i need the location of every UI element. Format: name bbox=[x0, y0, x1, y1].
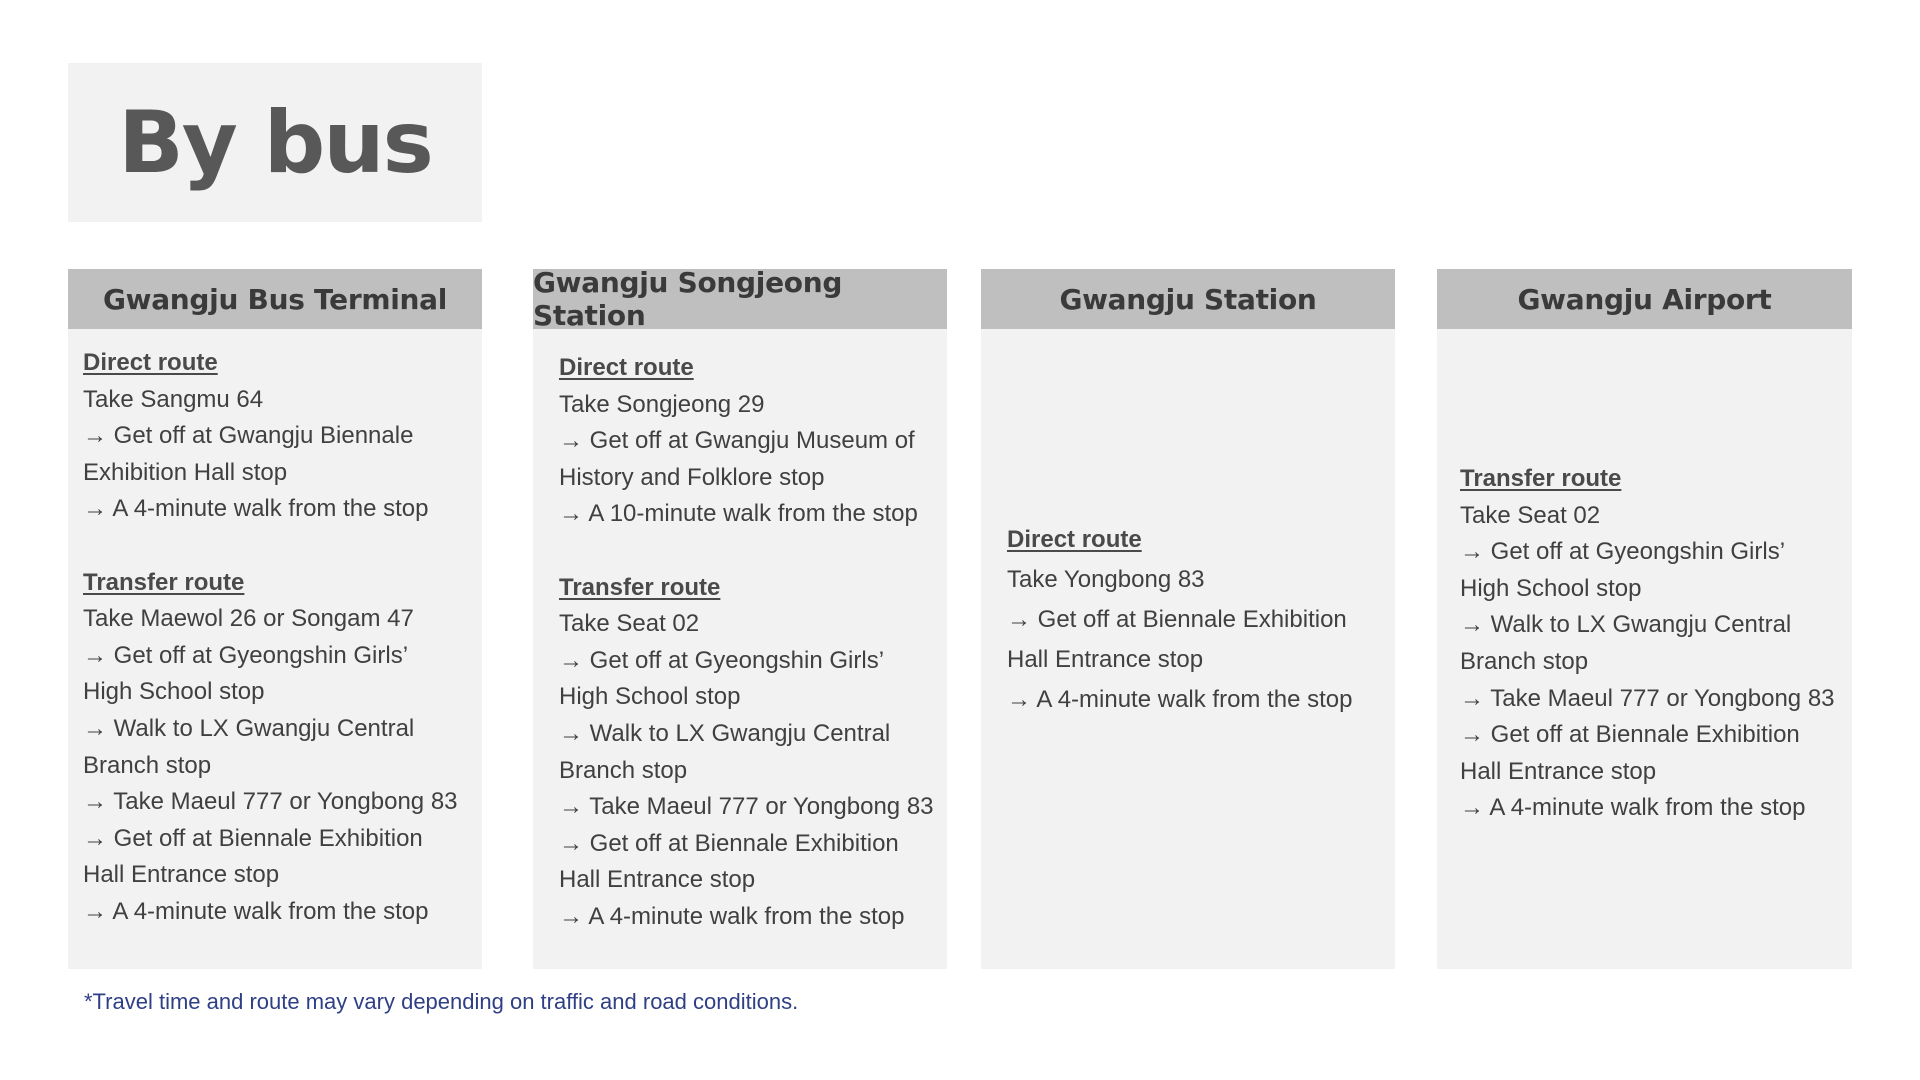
card-title: Gwangju Bus Terminal bbox=[102, 282, 448, 316]
footnote: *Travel time and route may vary depending on traffic and road conditions. bbox=[84, 989, 799, 1014]
route-line: Branch stop bbox=[559, 756, 688, 784]
transfer-route-title: Transfer route bbox=[83, 568, 245, 596]
route-line: Branch stop bbox=[1460, 647, 1589, 675]
route-line: Take Maewol 26 or Songam 47 bbox=[83, 605, 414, 633]
direct-route-title: Direct route bbox=[1007, 526, 1142, 553]
route-line: Branch stop bbox=[83, 751, 212, 779]
card-header bbox=[533, 266, 947, 332]
route-line: → Get off at Biennale Exhibition bbox=[1460, 721, 1800, 749]
route-line: High School stop bbox=[83, 678, 265, 706]
route-line: → Get off at Gyeongshin Girls’ bbox=[559, 646, 885, 674]
route-line: → A 4-minute walk from the stop bbox=[83, 495, 429, 523]
route-line: Hall Entrance stop bbox=[1007, 646, 1204, 673]
route-line: → A 10-minute walk from the stop bbox=[559, 500, 918, 528]
direct-route-title: Direct route bbox=[559, 354, 694, 381]
transfer-route-title: Transfer route bbox=[1460, 465, 1622, 492]
card-gwangju-airport bbox=[1437, 269, 1852, 969]
route-line: → A 4-minute walk from the stop bbox=[559, 902, 905, 930]
route-line: Hall Entrance stop bbox=[83, 861, 280, 889]
card-songjeong-station bbox=[533, 266, 947, 969]
route-line: History and Folklore stop bbox=[559, 463, 825, 491]
route-line: Take Seat 02 bbox=[1460, 501, 1601, 529]
direct-route-title: Direct route bbox=[83, 349, 218, 376]
route-line: → Get off at Biennale Exhibition bbox=[1007, 606, 1347, 633]
route-line: → Get off at Biennale Exhibition bbox=[83, 824, 423, 852]
card-header bbox=[981, 269, 1395, 329]
route-line: → Take Maeul 777 or Yongbong 83 bbox=[559, 793, 934, 821]
route-line: → Walk to LX Gwangju Central bbox=[83, 714, 415, 742]
route-line: Take Songjeong 29 bbox=[559, 390, 765, 418]
card-body bbox=[533, 350, 947, 936]
route-line: → A 4-minute walk from the stop bbox=[1460, 794, 1806, 822]
card-header bbox=[1437, 269, 1852, 329]
route-line: → Get off at Gyeongshin Girls’ bbox=[1460, 538, 1786, 566]
card-bus-terminal bbox=[68, 269, 482, 969]
route-line: → Take Maeul 777 or Yongbong 83 bbox=[83, 788, 458, 816]
card-title: Gwangju Station bbox=[1059, 282, 1317, 316]
route-line: Take Seat 02 bbox=[559, 610, 700, 638]
card-header bbox=[68, 269, 482, 329]
route-line: Exhibition Hall stop bbox=[83, 458, 288, 486]
route-line: → Walk to LX Gwangju Central bbox=[1460, 611, 1792, 639]
card-title: Gwangju Airport bbox=[1517, 282, 1772, 316]
route-line: → Get off at Gwangju Biennale bbox=[83, 422, 414, 450]
page-title: By bus bbox=[118, 92, 432, 193]
card-body bbox=[981, 520, 1395, 720]
route-line: → Take Maeul 777 or Yongbong 83 bbox=[1460, 684, 1835, 712]
card-title: Gwangju Songjeong Station bbox=[533, 266, 843, 332]
route-line: Hall Entrance stop bbox=[1460, 757, 1657, 785]
card-gwangju-station bbox=[981, 269, 1395, 969]
card-body bbox=[1437, 461, 1852, 827]
route-line: → A 4-minute walk from the stop bbox=[1007, 686, 1353, 713]
route-line: Hall Entrance stop bbox=[559, 866, 756, 894]
route-line: → Get off at Gwangju Museum of bbox=[559, 427, 915, 455]
transfer-route-title: Transfer route bbox=[559, 573, 721, 601]
card-body bbox=[68, 345, 482, 931]
title-box bbox=[68, 63, 482, 222]
route-line: → Get off at Gyeongshin Girls’ bbox=[83, 641, 409, 669]
route-line: → A 4-minute walk from the stop bbox=[83, 897, 429, 925]
route-line: High School stop bbox=[559, 683, 741, 711]
route-line: Take Yongbong 83 bbox=[1007, 566, 1205, 593]
route-line: Take Sangmu 64 bbox=[83, 385, 264, 413]
route-line: High School stop bbox=[1460, 574, 1642, 602]
route-line: → Get off at Biennale Exhibition bbox=[559, 829, 899, 857]
route-line: → Walk to LX Gwangju Central bbox=[559, 719, 891, 747]
